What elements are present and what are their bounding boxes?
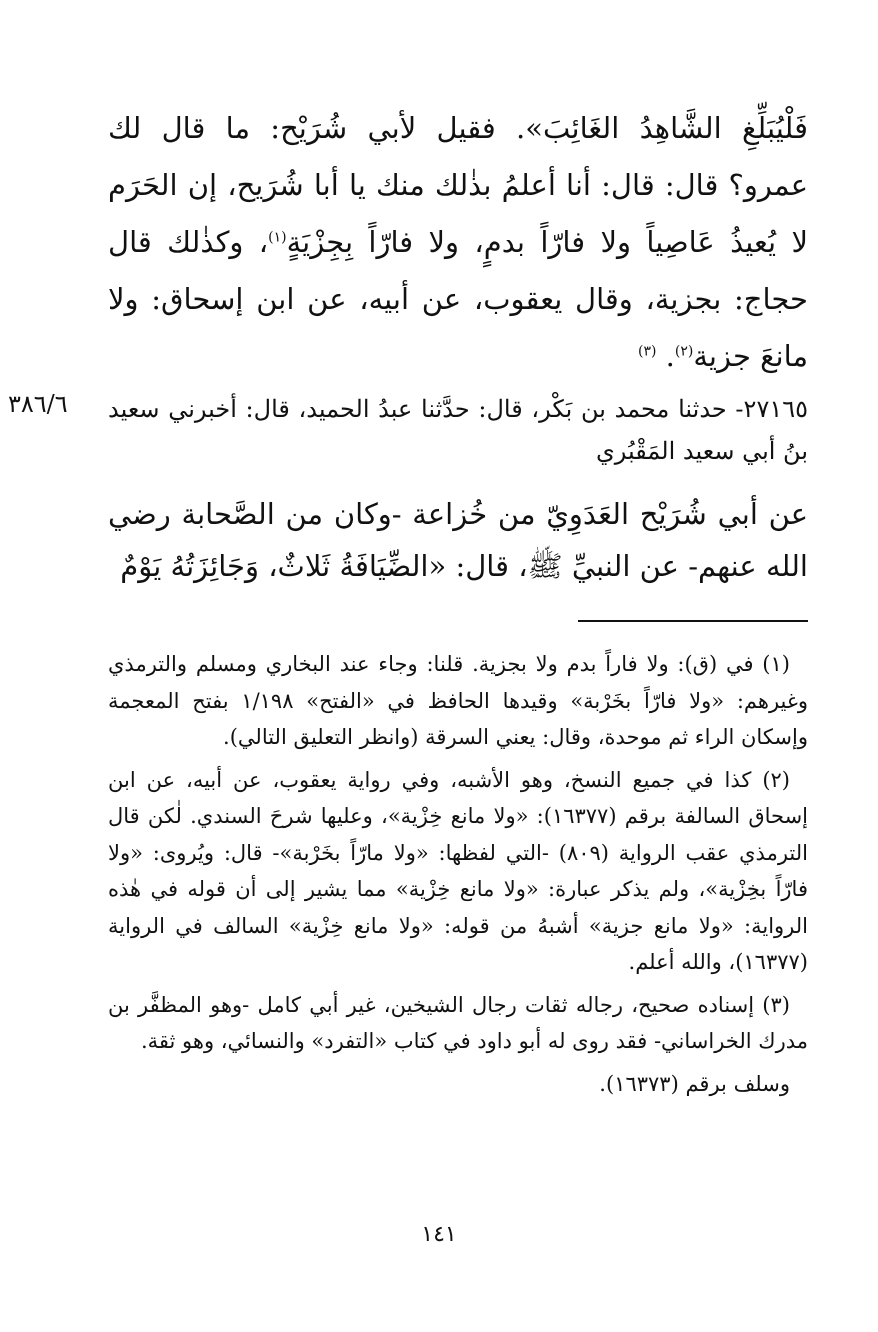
hadith-matn: عن أبي شُرَيْح العَدَوِيّ من خُزاعة -وكان من الصَّحابة رضي الله عنهم- عن النبيِّ ﷺ، قال: «الضِّيَافَةُ ثَلاثٌ، وَجَائِزَتُهُ يَوْمٌ bbox=[108, 497, 808, 583]
footnotes-section bbox=[108, 646, 808, 1108]
main-text-end: . bbox=[665, 339, 675, 373]
main-paragraph bbox=[108, 100, 808, 385]
hadith-isnad: ٢٧١٦٥- حدثنا محمد بن بَكْر، قال: حدَّثنا عبدُ الحميد، قال: أخبرني سعيد بنُ أبي سعيد المَقْبُري bbox=[108, 395, 808, 465]
footnote-3: (٣) إسناده صحيح، رجاله ثقات رجال الشيخين، غير أبي كامل -وهو المظفَّر بن مدرك الخراساني- فقد روى له أبو داود في كتاب «التفرد» والنسائي، وهو ثقة. bbox=[108, 992, 808, 1053]
page-number: ١٤١ bbox=[421, 1222, 457, 1247]
main-text: فَلْيُبَلِّغِ الشَّاهِدُ الغَائِبَ». فقيل لأبي شُرَيْح: ما قال لك عمرو؟ قال: قال: أنا أعلمُ بذٰلك منك يا أبا شُرَيح، إن الحَرَم لا يُعيذُ عَاصِياً ولا فارّاً بدمٍ، ولا فارّاً بِجِزْيَةٍ bbox=[108, 111, 808, 259]
footnote-marker-2: (٢) bbox=[674, 343, 694, 360]
margin-reference: ٣٨٦/٦ bbox=[8, 390, 68, 418]
footnote-3-continuation: وسلف برقم (١٦٣٧٣). bbox=[599, 1071, 790, 1096]
footnote-2: (٢) كذا في جميع النسخ، وهو الأشبه، وفي رواية يعقوب، عن أبيه، عن ابن إسحاق السالفة برقم (١٦٣٧٧): «ولا مانع خِزْية»، وعليها شرحَ السندي. لٰكن قال الترمذي عقب الرواية (٨٠٩) -التي لفظها: «ولا مارّاً بخَرْبة»- قال: ويُروى: «ولا فارّاً بخِزْية»، ولم يذكر عبارة: «ولا مانع خِزْية» مما يشير إلى أن قوله في هٰذه الرواية: «ولا مانع جزية» أشبهُ من قوله: «ولا مانع خِزْية» السالف في الرواية (١٦٣٧٧)، والله أعلم. bbox=[108, 767, 808, 974]
footnote-1: (١) في (ق): ولا فاراً بدم ولا بجزية. قلنا: وجاء عند البخاري ومسلم والترمذي وغيرهم: «ولا فارّاً بخَرْبة» وقيدها الحافظ في «الفتح» ١/١٩٨ بفتح المعجمة وإسكان الراء ثم موحدة، وقال: يعني السرقة (وانظر التعليق التالي). bbox=[108, 652, 809, 749]
footnote-marker-1: (١) bbox=[268, 229, 287, 246]
main-text-continued: ، وكذٰلك قال حجاج: بجزية، وقال يعقوب، عن أبيه، عن ابن إسحاق: ولا مانعَ جزية bbox=[108, 225, 808, 373]
footnote-marker-3: (٣) bbox=[637, 343, 657, 360]
footnote-divider bbox=[578, 620, 808, 622]
